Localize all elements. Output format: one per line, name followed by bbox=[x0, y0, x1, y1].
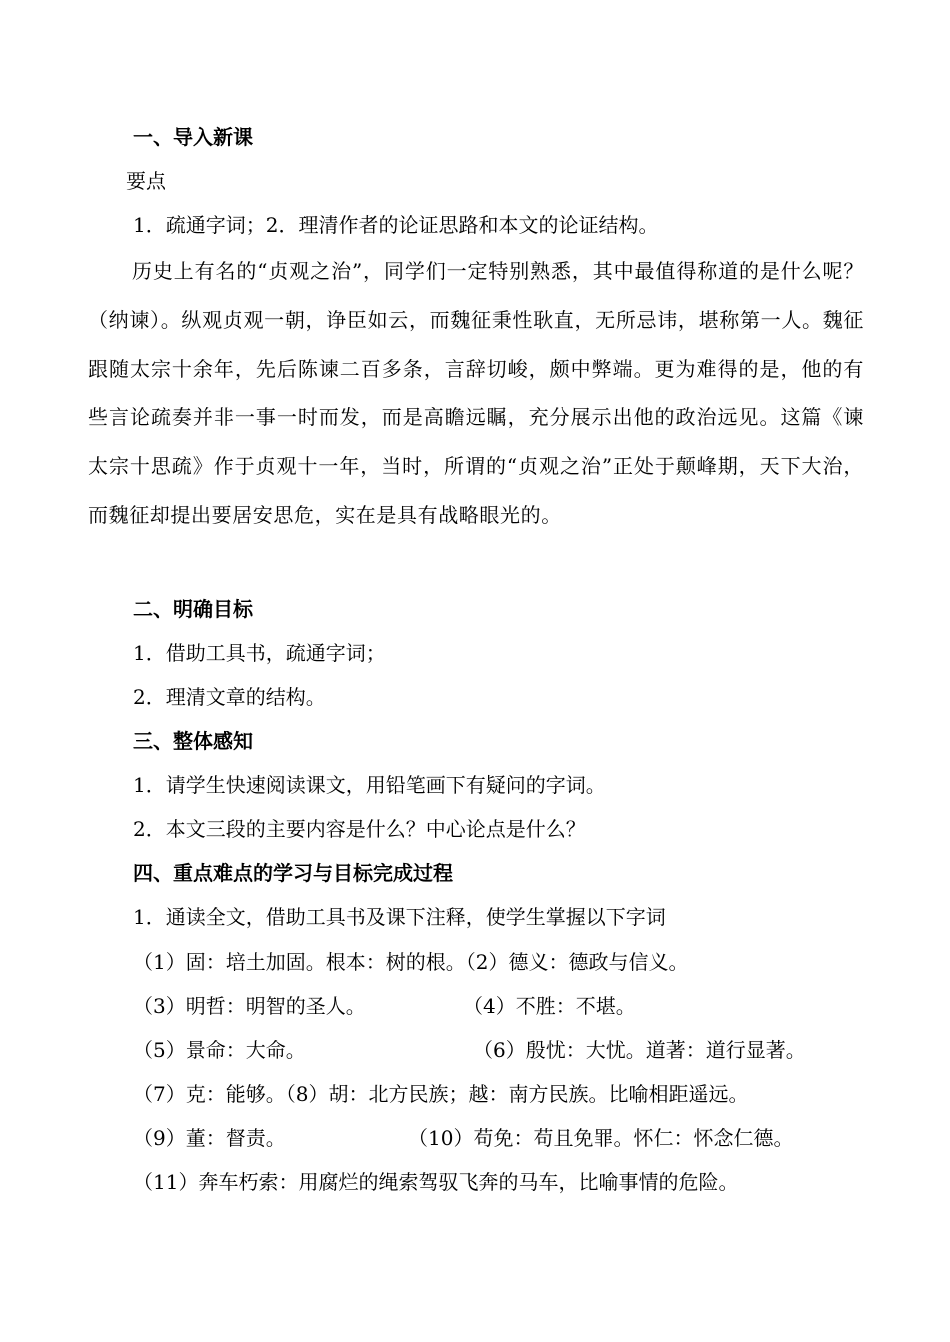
focus-intro: 1．通读全文，借助工具书及课下注释，使学生掌握以下字词 bbox=[133, 905, 666, 929]
vocab-entry: （11）奔车朽索：用腐烂的绳索驾驭飞奔的马车，比喻事情的危险。 bbox=[133, 1170, 739, 1194]
vocab-entry: （10）苟免：苟且免罪。怀仁：怀念仁德。 bbox=[408, 1126, 794, 1150]
key-points-text: 1．疏通字词；2．理清作者的论证思路和本文的论证结构。 bbox=[133, 213, 659, 237]
section-heading-intro: 一、导入新课 bbox=[133, 125, 253, 149]
vocab-entry: （6）殷忧：大忧。道著：道行显著。 bbox=[473, 1038, 806, 1062]
vocab-entry: （5）景命：大命。 bbox=[133, 1038, 306, 1062]
section-heading-goals: 二、明确目标 bbox=[133, 597, 253, 621]
vocab-entry: （4）不胜：不堪。 bbox=[463, 994, 636, 1018]
vocab-entry: （9）董：督责。 bbox=[133, 1126, 286, 1150]
goal-item: 1．借助工具书，疏通字词； bbox=[133, 641, 386, 665]
vocab-entry: （1）固：培土加固。根本：树的根。（2）德义：德政与信义。 bbox=[133, 950, 689, 974]
overview-item: 2．本文三段的主要内容是什么？中心论点是什么？ bbox=[133, 817, 586, 841]
overview-item: 1．请学生快速阅读课文，用铅笔画下有疑问的字词。 bbox=[133, 773, 606, 797]
vocab-entry: （3）明哲：明智的圣人。 bbox=[133, 994, 366, 1018]
intro-paragraph: 历史上有名的“贞观之治”，同学们一定特别熟悉，其中最值得称道的是什么呢？（纳谏）。纵观贞观一朝，诤臣如云，而魏征秉性耿直，无所忌讳，堪称第一人。魏征跟随太宗十余年，先后陈谏二百多条，言辞切峻，颇中弊端。更为难得的是，他的有些言论疏奏并非一事一时而发，而是高瞻远瞩，充分展示出他的政治远见。这篇《谏太宗十思疏》作于贞观十一年，当时，所谓的“贞观之治”正处于颠峰期，天下大治，而魏征却提出要居安思危，实在是具有战略眼光的。 bbox=[88, 259, 864, 527]
vocab-entry: （7）克：能够。（8）胡：北方民族；越：南方民族。比喻相距遥远。 bbox=[133, 1082, 749, 1106]
section-heading-overview: 三、整体感知 bbox=[133, 729, 253, 753]
goal-item: 2．理清文章的结构。 bbox=[133, 685, 326, 709]
key-points-label: 要点 bbox=[126, 169, 166, 193]
section-heading-focus: 四、重点难点的学习与目标完成过程 bbox=[133, 861, 453, 885]
